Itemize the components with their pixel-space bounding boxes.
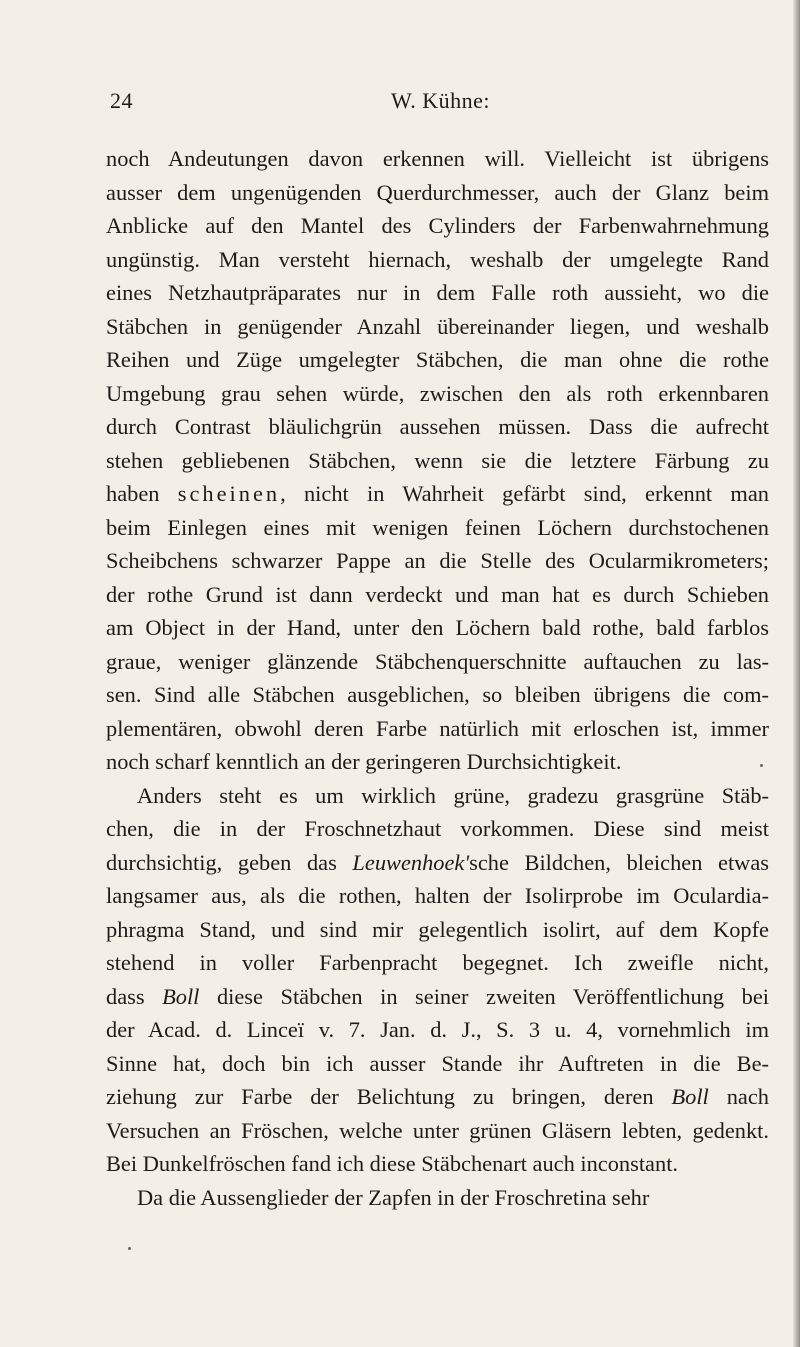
- text-line: Umgebung grau sehen würde, zwischen den als roth erkennbaren: [106, 380, 769, 406]
- paper-speck: [128, 1247, 131, 1250]
- text-line: am Object in der Hand, unter den Löchern bald rothe, bald farblos: [106, 615, 769, 640]
- text-line: graue, weniger glänzende Stäbchenquerschnitte auftauchen zu las-: [106, 648, 769, 674]
- text-line: Stäbchen in genügender Anzahl übereinander liegen, und weshalb: [106, 313, 769, 339]
- italic-name: Leuwenhoek': [352, 849, 470, 875]
- italic-name: Boll: [671, 1084, 709, 1109]
- text-line: stehen gebliebenen Stäbchen, wenn sie die letztere Färbung zu: [106, 447, 769, 473]
- spaced-emphasis: scheinen: [177, 481, 281, 506]
- text-line: eines Netzhautpräparates nur in dem Falle roth aussieht, wo die: [106, 280, 769, 305]
- text-line: ausser dem ungenügenden Querdurchmesser, auch der Glanz beim: [106, 179, 769, 205]
- page-header: [110, 88, 690, 122]
- page-edge-shadow: [793, 0, 800, 1347]
- paper-speck: [760, 764, 763, 767]
- text-line: Bei Dunkelfröschen fand ich diese Stäbchenart auch inconstant.: [106, 1151, 679, 1176]
- text-line: ungünstig. Man versteht hiernach, weshalb der umgelegte Rand: [106, 246, 769, 272]
- text-line: sen. Sind alle Stäbchen ausgeblichen, so bleiben übrigens die com-: [106, 682, 769, 707]
- text-line: plementären, obwohl deren Farbe natürlich mit erloschen ist, immer: [106, 715, 769, 741]
- page-number: 24: [110, 88, 133, 113]
- text-line: Reihen und Züge umgelegter Stäbchen, die man ohne die rothe: [106, 347, 769, 372]
- text-line: Scheibchens schwarzer Pappe an die Stelle des Ocularmikrometers;: [106, 548, 769, 573]
- text-line: durch Contrast bläulichgrün aussehen müssen. Dass die aufrecht: [106, 414, 769, 439]
- text-line: der Acad. d. Linceï v. 7. Jan. d. J., S. 3 u. 4, vornehmlich im: [106, 1017, 769, 1042]
- text-line: der rothe Grund ist dann verdeckt und man hat es durch Schieben: [106, 581, 769, 607]
- italic-name: Boll: [162, 983, 200, 1009]
- text-line: dass Boll diese Stäbchen in seiner zweiten Veröffentlichung bei: [106, 983, 769, 1009]
- body-text: [106, 142, 769, 1214]
- text-line: stehend in voller Farbenpracht begegnet. Ich zweifle nicht,: [106, 950, 769, 975]
- text-line: ziehung zur Farbe der Belichtung zu bringen, deren Boll nach: [106, 1084, 769, 1109]
- text-line: Sinne hat, doch bin ich ausser Stande ihr Auftreten in die Be-: [106, 1050, 769, 1076]
- text-line: chen, die in der Froschnetzhaut vorkommen. Diese sind meist: [106, 816, 769, 841]
- text-line: beim Einlegen eines mit wenigen feinen Löchern durchstochenen: [106, 514, 769, 540]
- text-line: langsamer aus, als die rothen, halten der Isolirprobe im Oculardia-: [106, 883, 769, 908]
- text-line: noch Andeutungen davon erkennen will. Vielleicht ist übrigens: [106, 146, 769, 171]
- running-head: W. Kühne:: [391, 88, 491, 113]
- text-line: durchsichtig, geben das Leuwenhoek'sche Bildchen, bleichen etwas: [106, 849, 769, 875]
- text-line: Anblicke auf den Mantel des Cylinders der Farbenwahrnehmung: [106, 213, 769, 238]
- text-line: Versuchen an Fröschen, welche unter grünen Gläsern lebten, gedenkt.: [106, 1117, 769, 1143]
- text-line: Anders steht es um wirklich grüne, gradezu grasgrüne Stäb-: [137, 782, 769, 808]
- text-line: haben scheinen, nicht in Wahrheit gefärbt sind, erkennt man: [106, 481, 769, 506]
- text-line: Da die Aussenglieder der Zapfen in der Froschretina sehr: [137, 1184, 650, 1210]
- text-line: noch scharf kenntlich an der geringeren Durchsichtigkeit.: [106, 749, 622, 774]
- text-line: phragma Stand, und sind mir gelegentlich isolirt, auf dem Kopfe: [106, 916, 769, 942]
